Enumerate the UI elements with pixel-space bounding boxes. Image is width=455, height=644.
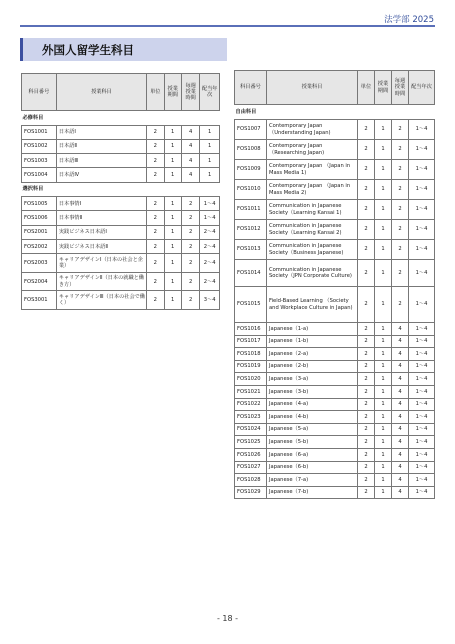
terms-cell: 1 (375, 411, 392, 424)
year-cell: 1～4 (409, 120, 435, 140)
course-name: キャリアデザインⅠ（日本の社会と企業） (56, 254, 146, 273)
hours-cell: 2 (392, 180, 409, 200)
hours-cell: 4 (392, 323, 409, 336)
table-row (22, 154, 220, 168)
table-row (235, 240, 435, 260)
year-cell: 1～4 (409, 160, 435, 180)
credits-cell: 2 (358, 448, 375, 461)
credits-cell: 2 (147, 225, 164, 239)
year-cell: 1～4 (409, 220, 435, 240)
hours-cell: 2 (392, 200, 409, 220)
hours-cell: 2 (181, 197, 199, 211)
table-row (235, 423, 435, 436)
left-course-table (21, 73, 220, 310)
terms-cell: 1 (375, 360, 392, 373)
hours-cell: 2 (392, 287, 409, 323)
col-terms-header: 授業期間 (375, 71, 392, 105)
course-name: Japanese（7-a) (267, 474, 358, 487)
course-name: Japanese（5-b) (267, 436, 358, 449)
credits-cell: 2 (147, 291, 164, 310)
year-cell: 1～4 (409, 200, 435, 220)
credits-cell: 2 (358, 385, 375, 398)
credits-cell: 2 (358, 180, 375, 200)
terms-cell: 1 (375, 200, 392, 220)
col-year-header: 配当年次 (409, 71, 435, 105)
hours-cell: 4 (392, 436, 409, 449)
course-code: FOS2001 (22, 225, 57, 239)
credits-cell: 2 (147, 197, 164, 211)
section-label: 自由科目 (235, 105, 435, 120)
credits-cell: 2 (147, 168, 164, 182)
credits-cell: 2 (147, 211, 164, 225)
credits-cell: 2 (358, 200, 375, 220)
course-name: 日本語Ⅱ (56, 139, 146, 153)
year-cell: 1 (200, 125, 220, 139)
table-row (22, 139, 220, 153)
credits-cell: 2 (358, 220, 375, 240)
section-label-row (235, 105, 435, 120)
terms-cell: 1 (375, 120, 392, 140)
year-cell: 1～4 (409, 335, 435, 348)
hours-cell: 2 (392, 240, 409, 260)
terms-cell: 1 (375, 448, 392, 461)
hours-cell: 2 (181, 225, 199, 239)
course-code: FOS1011 (235, 200, 267, 220)
hours-cell: 4 (181, 125, 199, 139)
hours-cell: 4 (392, 335, 409, 348)
year-cell: 1～4 (409, 240, 435, 260)
hours-cell: 4 (181, 168, 199, 182)
credits-cell: 2 (358, 474, 375, 487)
year-cell: 2～4 (200, 272, 220, 291)
course-code: FOS1016 (235, 323, 267, 336)
year-cell: 1～4 (409, 140, 435, 160)
year-cell: 1～4 (409, 385, 435, 398)
right-course-table (234, 70, 435, 499)
table-row (235, 436, 435, 449)
course-code: FOS1012 (235, 220, 267, 240)
terms-cell: 1 (164, 291, 181, 310)
credits-cell: 2 (358, 436, 375, 449)
course-name: Field-Based Learning （Society and Workplace Culture in Japan) (267, 287, 358, 323)
credits-cell: 2 (358, 240, 375, 260)
col-year-header: 配当年次 (200, 74, 220, 111)
course-code: FOS3001 (22, 291, 57, 310)
table-row (22, 211, 220, 225)
terms-cell: 1 (375, 287, 392, 323)
year-cell: 1～4 (409, 323, 435, 336)
table-row (22, 168, 220, 182)
credits-cell: 2 (358, 423, 375, 436)
table-row (235, 220, 435, 240)
course-name: Japanese（3-b) (267, 385, 358, 398)
hours-cell: 2 (181, 211, 199, 225)
credits-cell: 2 (358, 411, 375, 424)
course-code: FOS1026 (235, 448, 267, 461)
hours-cell: 4 (392, 373, 409, 386)
hours-cell: 4 (392, 486, 409, 499)
course-name: Communication in Japanese Society（Learning Kansai 2) (267, 220, 358, 240)
terms-cell: 1 (375, 398, 392, 411)
course-code: FOS2002 (22, 240, 57, 254)
section-title-box (20, 38, 227, 61)
credits-cell: 2 (358, 335, 375, 348)
course-name: Japanese（4-b) (267, 411, 358, 424)
terms-cell: 1 (375, 373, 392, 386)
terms-cell: 1 (375, 335, 392, 348)
hours-cell: 4 (392, 474, 409, 487)
credits-cell: 2 (358, 398, 375, 411)
credits-cell: 2 (358, 323, 375, 336)
table-row (235, 335, 435, 348)
terms-cell: 1 (164, 154, 181, 168)
terms-cell: 1 (375, 385, 392, 398)
table-row (235, 260, 435, 287)
course-code: FOS1003 (22, 154, 57, 168)
table-row (22, 254, 220, 273)
col-hours-header: 毎週授業時間 (181, 74, 199, 111)
course-name: 実践ビジネス日本語Ⅱ (56, 240, 146, 254)
col-code-header: 科目番号 (22, 74, 57, 111)
year-cell: 1～4 (409, 411, 435, 424)
table-row (235, 385, 435, 398)
hours-cell: 2 (392, 160, 409, 180)
year-cell: 1 (200, 139, 220, 153)
terms-cell: 1 (164, 125, 181, 139)
col-name-header: 授業科目 (56, 74, 146, 111)
course-name: Contemporary Japan （Understanding Japan) (267, 120, 358, 140)
table-row (235, 120, 435, 140)
year-cell: 1～4 (409, 461, 435, 474)
credits-cell: 2 (358, 486, 375, 499)
terms-cell: 1 (164, 254, 181, 273)
terms-cell: 1 (164, 197, 181, 211)
credits-cell: 2 (358, 348, 375, 361)
year-cell: 2～4 (200, 240, 220, 254)
table-row (22, 225, 220, 239)
table-row (235, 160, 435, 180)
hours-cell: 4 (392, 448, 409, 461)
credits-cell: 2 (147, 139, 164, 153)
table-row (235, 200, 435, 220)
terms-cell: 1 (164, 211, 181, 225)
hours-cell: 2 (181, 254, 199, 273)
table-row (235, 486, 435, 499)
credits-cell: 2 (358, 120, 375, 140)
year-cell: 1 (200, 168, 220, 182)
section-label: 必修科目 (22, 111, 220, 126)
table-row (22, 125, 220, 139)
table-row (235, 448, 435, 461)
table-row (235, 180, 435, 200)
terms-cell: 1 (375, 160, 392, 180)
hours-cell: 4 (392, 385, 409, 398)
hours-cell: 2 (392, 260, 409, 287)
table-row (22, 197, 220, 211)
terms-cell: 1 (375, 474, 392, 487)
course-code: FOS1022 (235, 398, 267, 411)
course-code: FOS1009 (235, 160, 267, 180)
course-code: FOS1021 (235, 385, 267, 398)
col-terms-header: 授業期間 (164, 74, 181, 111)
table-row (235, 287, 435, 323)
terms-cell: 1 (375, 260, 392, 287)
hours-cell: 4 (181, 154, 199, 168)
table-row (22, 291, 220, 310)
course-name: Contemporary Japan （Japan in Mass Media 2) (267, 180, 358, 200)
course-code: FOS2004 (22, 272, 57, 291)
course-code: FOS1013 (235, 240, 267, 260)
credits-cell: 2 (358, 360, 375, 373)
year-cell: 1～4 (409, 180, 435, 200)
year-cell: 2～4 (200, 254, 220, 273)
table-row (22, 272, 220, 291)
terms-cell: 1 (375, 240, 392, 260)
course-name: 日本事情Ⅰ (56, 197, 146, 211)
credits-cell: 2 (358, 160, 375, 180)
hours-cell: 2 (392, 220, 409, 240)
course-code: FOS1005 (22, 197, 57, 211)
terms-cell: 1 (164, 168, 181, 182)
page-title: 外国人留学生科目 (42, 43, 134, 57)
hours-cell: 4 (392, 360, 409, 373)
course-code: FOS1001 (22, 125, 57, 139)
hours-cell: 4 (181, 139, 199, 153)
course-code: FOS1007 (235, 120, 267, 140)
course-code: FOS2003 (22, 254, 57, 273)
course-code: FOS1023 (235, 411, 267, 424)
table-header-row (22, 74, 220, 111)
hours-cell: 4 (392, 423, 409, 436)
table-row (235, 474, 435, 487)
terms-cell: 1 (375, 323, 392, 336)
course-name: Japanese（1-b) (267, 335, 358, 348)
year-cell: 1～4 (200, 197, 220, 211)
faculty-year-label: 法学部 2025 (384, 15, 434, 25)
course-name: Communication in Japanese Society（Learning Kansai 1) (267, 200, 358, 220)
section-label-row (22, 111, 220, 126)
terms-cell: 1 (375, 486, 392, 499)
terms-cell: 1 (164, 139, 181, 153)
course-name: Japanese（4-a) (267, 398, 358, 411)
course-name: Contemporary Japan （Japan in Mass Media 1) (267, 160, 358, 180)
course-code: FOS1015 (235, 287, 267, 323)
year-cell: 1～4 (409, 373, 435, 386)
table-row (235, 348, 435, 361)
table-row (235, 411, 435, 424)
course-name: Contemporary Japan （Researching Japan) (267, 140, 358, 160)
credits-cell: 2 (358, 260, 375, 287)
credits-cell: 2 (358, 287, 375, 323)
course-name: Japanese（1-a) (267, 323, 358, 336)
course-name: Japanese（6-b) (267, 461, 358, 474)
header-divider (20, 25, 435, 27)
course-code: FOS1019 (235, 360, 267, 373)
course-name: 日本事情Ⅱ (56, 211, 146, 225)
course-code: FOS1014 (235, 260, 267, 287)
year-cell: 3～4 (200, 291, 220, 310)
year-cell: 1～4 (409, 360, 435, 373)
table-row (22, 240, 220, 254)
course-code: FOS1006 (22, 211, 57, 225)
course-name: 日本語Ⅲ (56, 154, 146, 168)
hours-cell: 2 (181, 272, 199, 291)
hours-cell: 2 (181, 240, 199, 254)
course-name: Communication in Japanese Society（Business Japanese) (267, 240, 358, 260)
credits-cell: 2 (147, 272, 164, 291)
course-code: FOS1027 (235, 461, 267, 474)
col-credits-header: 単位 (147, 74, 164, 111)
course-code: FOS1028 (235, 474, 267, 487)
col-hours-header: 毎週授業時間 (392, 71, 409, 105)
course-code: FOS1004 (22, 168, 57, 182)
year-cell: 1～4 (409, 474, 435, 487)
year-cell: 1 (200, 154, 220, 168)
terms-cell: 1 (375, 220, 392, 240)
credits-cell: 2 (358, 461, 375, 474)
section-label-row (22, 182, 220, 197)
course-code: FOS1029 (235, 486, 267, 499)
course-code: FOS1025 (235, 436, 267, 449)
table-row (235, 373, 435, 386)
col-name-header: 授業科目 (267, 71, 358, 105)
course-name: Communication in Japanese Society（JPN Corporate Culture) (267, 260, 358, 287)
page-number: - 18 - (216, 614, 239, 623)
course-name: Japanese（7-b) (267, 486, 358, 499)
hours-cell: 2 (181, 291, 199, 310)
course-name: Japanese（3-a) (267, 373, 358, 386)
terms-cell: 1 (164, 272, 181, 291)
course-name: Japanese（5-a) (267, 423, 358, 436)
year-cell: 1～4 (409, 260, 435, 287)
year-cell: 1～4 (409, 287, 435, 323)
table-row (235, 398, 435, 411)
terms-cell: 1 (375, 180, 392, 200)
table-row (235, 461, 435, 474)
terms-cell: 1 (375, 140, 392, 160)
table-row (235, 140, 435, 160)
table-row (235, 360, 435, 373)
course-name: 日本語Ⅳ (56, 168, 146, 182)
course-code: FOS1010 (235, 180, 267, 200)
section-label: 選択科目 (22, 182, 220, 197)
course-code: FOS1020 (235, 373, 267, 386)
course-name: 実践ビジネス日本語Ⅰ (56, 225, 146, 239)
course-code: FOS1017 (235, 335, 267, 348)
terms-cell: 1 (375, 436, 392, 449)
terms-cell: 1 (375, 348, 392, 361)
hours-cell: 4 (392, 348, 409, 361)
credits-cell: 2 (147, 154, 164, 168)
credits-cell: 2 (147, 240, 164, 254)
terms-cell: 1 (164, 240, 181, 254)
year-cell: 1～4 (409, 423, 435, 436)
course-code: FOS1008 (235, 140, 267, 160)
year-cell: 2～4 (200, 225, 220, 239)
year-cell: 1～4 (409, 398, 435, 411)
year-cell: 1～4 (409, 448, 435, 461)
credits-cell: 2 (147, 254, 164, 273)
course-code: FOS1018 (235, 348, 267, 361)
hours-cell: 4 (392, 461, 409, 474)
course-name: Japanese（2-a) (267, 348, 358, 361)
hours-cell: 2 (392, 140, 409, 160)
course-name: Japanese（6-a) (267, 448, 358, 461)
year-cell: 1～4 (409, 348, 435, 361)
terms-cell: 1 (375, 461, 392, 474)
course-code: FOS1002 (22, 139, 57, 153)
course-name: キャリアデザインⅢ（日本の社会で働く） (56, 291, 146, 310)
credits-cell: 2 (147, 125, 164, 139)
course-name: キャリアデザインⅡ（日本の就職と働き方） (56, 272, 146, 291)
year-cell: 1～4 (409, 486, 435, 499)
year-cell: 1～4 (200, 211, 220, 225)
course-name: 日本語Ⅰ (56, 125, 146, 139)
year-cell: 1～4 (409, 436, 435, 449)
table-header-row (235, 71, 435, 105)
hours-cell: 4 (392, 411, 409, 424)
course-code: FOS1024 (235, 423, 267, 436)
credits-cell: 2 (358, 140, 375, 160)
credits-cell: 2 (358, 373, 375, 386)
table-row (235, 323, 435, 336)
hours-cell: 2 (392, 120, 409, 140)
course-name: Japanese（2-b) (267, 360, 358, 373)
hours-cell: 4 (392, 398, 409, 411)
col-credits-header: 単位 (358, 71, 375, 105)
terms-cell: 1 (164, 225, 181, 239)
col-code-header: 科目番号 (235, 71, 267, 105)
terms-cell: 1 (375, 423, 392, 436)
